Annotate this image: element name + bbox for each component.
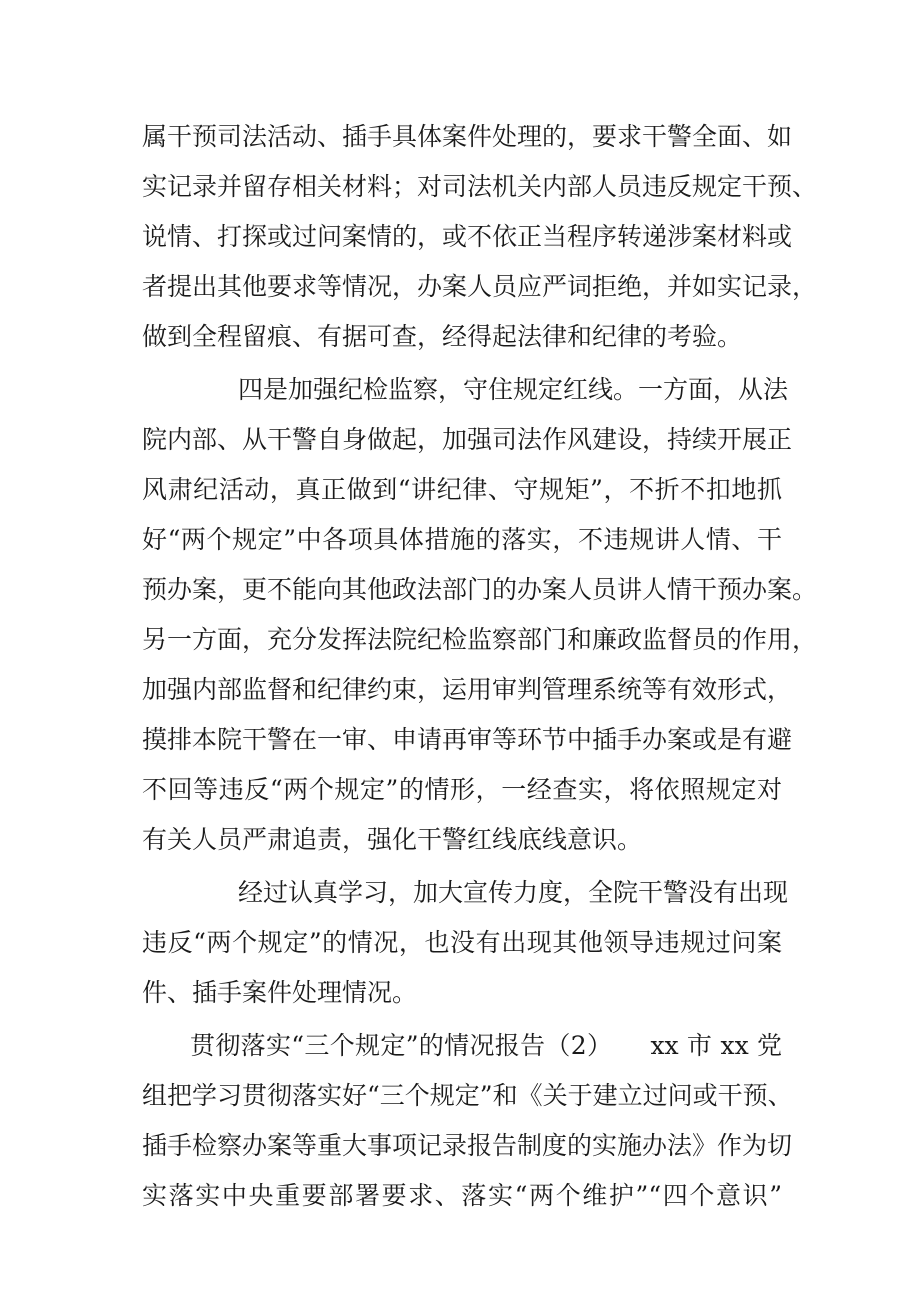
paragraph-2-line-1: 四是加强纪检监察，守住规定红线。一方面，从法 [238, 375, 789, 404]
paragraph-1-line-4: 者提出其他要求等情况，办案人员应严词拒绝，并如实记录， [142, 272, 818, 301]
paragraph-1-line-3: 说情、打探或过问案情的，或不依正当程序转递涉案材料或 [142, 222, 793, 251]
paragraph-2-line-3: 风肃纪活动，真正做到“讲纪律、守规矩”，不折不扣地抓 [142, 475, 782, 504]
paragraph-2-line-6: 另一方面，充分发挥法院纪检监察部门和廉政监督员的作用， [142, 625, 818, 654]
paragraph-2-line-7: 加强内部监督和纪律约束，运用审判管理系统等有效形式， [142, 675, 793, 704]
paragraph-3-line-3: 件、插手案件处理情况。 [142, 978, 418, 1007]
paragraph-2-line-9: 不回等违反“两个规定”的情形，一经查实，将依照规定对 [142, 775, 782, 804]
paragraph-4-line-1: 贯彻落实“三个规定”的情况报告（2） xx 市 xx 党 [190, 1031, 782, 1060]
paragraph-3-line-1: 经过认真学习，加大宣传力度，全院干警没有出现 [238, 878, 789, 907]
paragraph-4-line-2: 组把学习贯彻落实好“三个规定”和《关于建立过问或干预、 [142, 1081, 793, 1110]
paragraph-1-line-2: 实记录并留存相关材料；对司法机关内部人员违反规定干预、 [142, 172, 818, 201]
paragraph-1-line-1: 属干预司法活动、插手具体案件处理的，要求干警全面、如 [142, 122, 793, 151]
paragraph-4-line-4: 实落实中央重要部署要求、落实“两个维护”“四个意识” [142, 1181, 782, 1210]
paragraph-2-line-2: 院内部、从干警自身做起，加强司法作风建设，持续开展正 [142, 425, 793, 454]
paragraph-2-line-10: 有关人员严肃追责，强化干警红线底线意识。 [142, 825, 643, 854]
paragraph-3-line-2: 违反“两个规定”的情况，也没有出现其他领导违规过问案 [142, 928, 782, 957]
paragraph-2-line-4: 好“两个规定”中各项具体措施的落实，不违规讲人情、干 [142, 525, 782, 554]
paragraph-1-line-5: 做到全程留痕、有据可查，经得起法律和纪律的考验。 [142, 322, 743, 351]
paragraph-2-line-8: 摸排本院干警在一审、申请再审等环节中插手办案或是有避 [142, 725, 793, 754]
paragraph-2-line-5: 预办案，更不能向其他政法部门的办案人员讲人情干预办案。 [142, 575, 818, 604]
paragraph-4-line-3: 插手检察办案等重大事项记录报告制度的实施办法》作为切 [142, 1131, 793, 1160]
